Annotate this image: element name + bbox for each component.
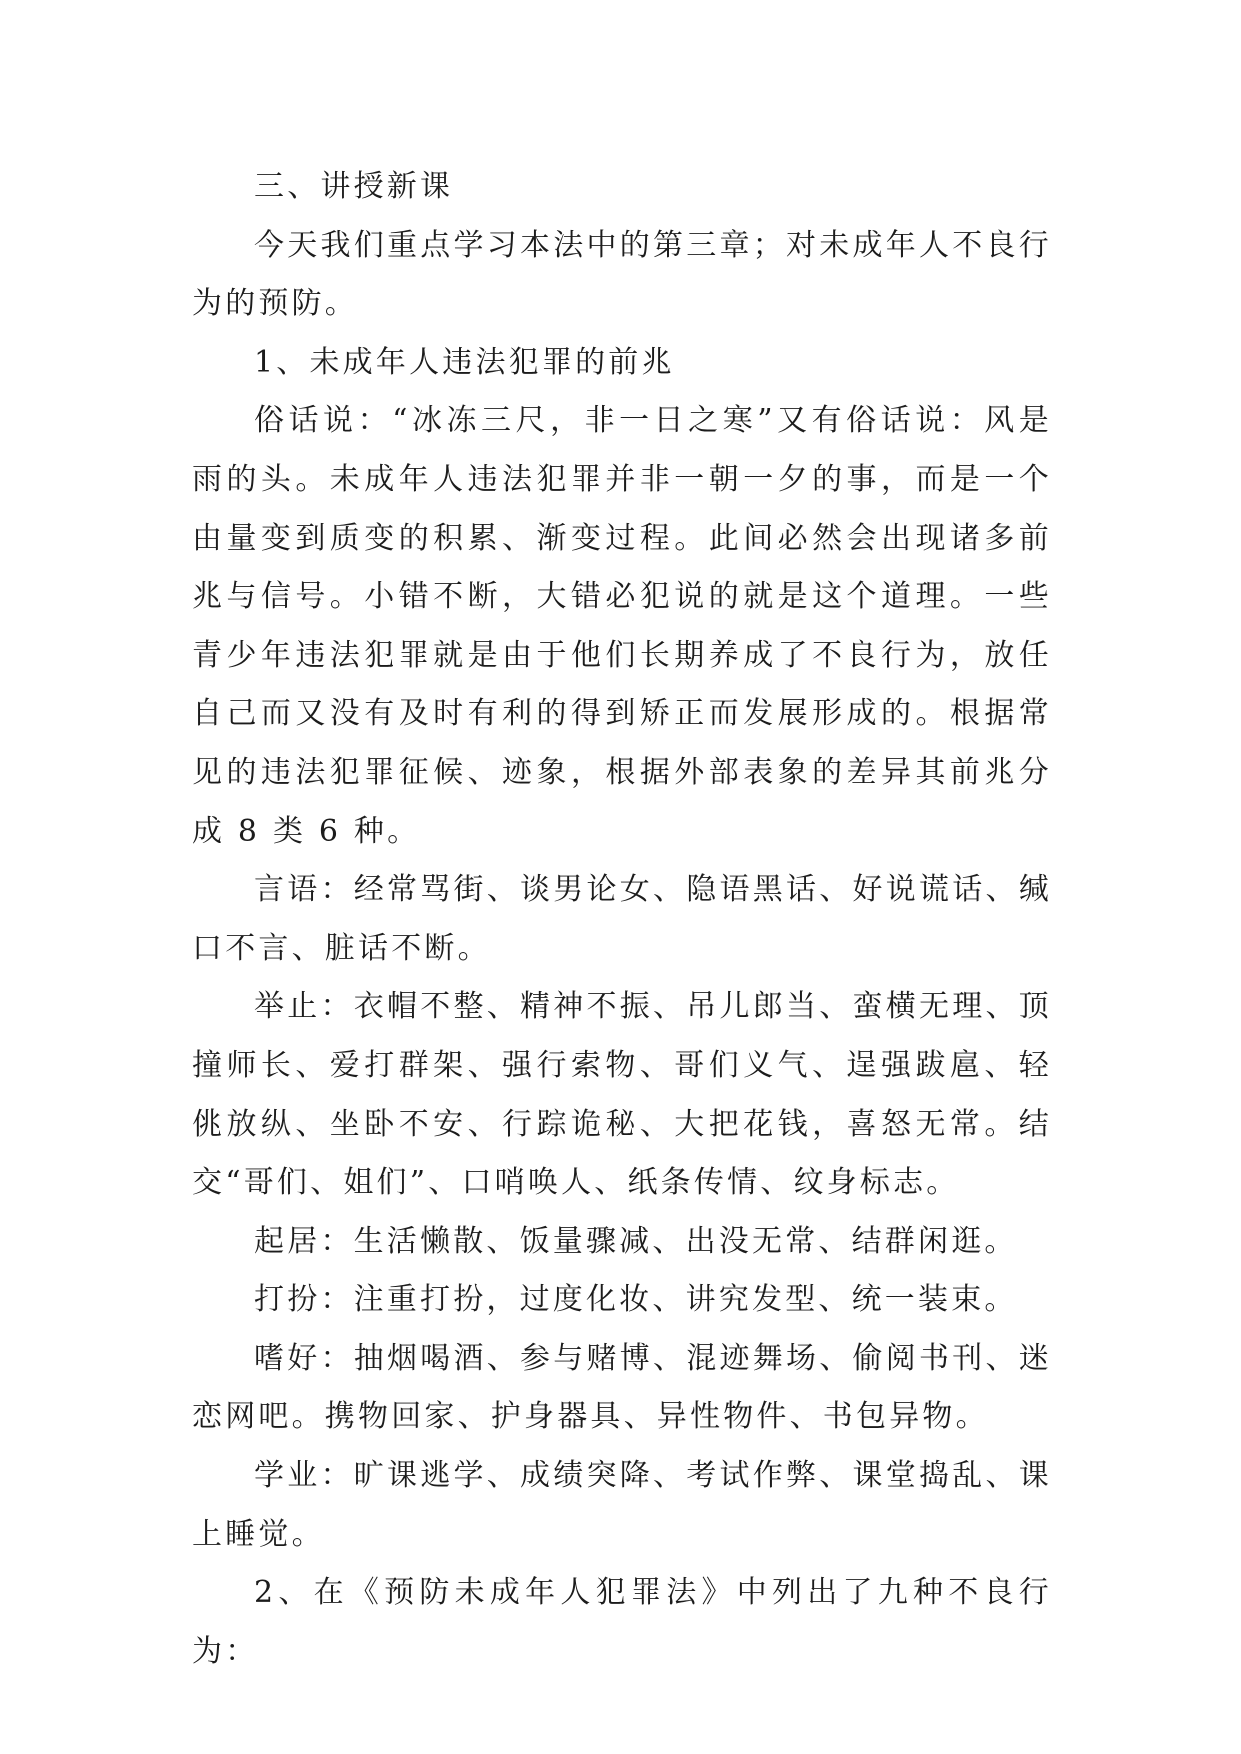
paragraph-studies: 学业：旷课逃学、成绩突降、考试作弊、课堂捣乱、课上睡觉。 (192, 1458, 1052, 1552)
section-heading-teaching: 三、讲授新课 (254, 169, 454, 204)
paragraph-intro: 今天我们重点学习本法中的第三章；对未成年人不良行为的预防。 (192, 227, 1052, 322)
paragraph-daily-life: 起居：生活懒散、饭量骤减、出没无常、结群闲逛。 (254, 1223, 1018, 1259)
document-body (192, 158, 1052, 1681)
paragraph-proverb: 俗话说：“冰冻三尺，非一日之寒”又有俗话说：风是雨的头。未成年人违法犯罪并非一朝一夕的事，而是一个由量变到质变的积累、渐变过程。此间必然会出现诸多前兆与信号。小错不断，大错必犯说的就是这个道理。一些青少年违法犯罪就是由于他们长期养成了不良行为，放任自己而又没有及时有利的得到矫正而发展形成的。根据常见的违法犯罪征候、迹象，根据外部表象的差异其前兆分成 8 类 6 种。 (192, 403, 1052, 849)
subheading-nine-behaviors: 2、在《预防未成年人犯罪法》中列出了九种不良行为： (192, 1575, 1052, 1669)
paragraph-hobbies: 嗜好：抽烟喝酒、参与赌博、混迹舞场、偷阅书刊、迷恋网吧。携物回家、护身器具、异性物件、书包异物。 (192, 1340, 1052, 1435)
subheading-precursors: 1、未成年人违法犯罪的前兆 (254, 344, 675, 380)
paragraph-speech: 言语：经常骂街、谈男论女、隐语黑话、好说谎话、缄口不言、脏话不断。 (192, 872, 1052, 966)
paragraph-dress: 打扮：注重打扮，过度化妆、讲究发型、统一装束。 (254, 1282, 1018, 1318)
paragraph-behavior: 举止：衣帽不整、精神不振、吊儿郎当、蛮横无理、顶撞师长、爱打群架、强行索物、哥们义气、逞强跋扈、轻佻放纵、坐卧不安、行踪诡秘、大把花钱，喜怒无常。结交“哥们、姐们”、口哨唤人、纸条传情、纹身标志。 (192, 989, 1052, 1201)
